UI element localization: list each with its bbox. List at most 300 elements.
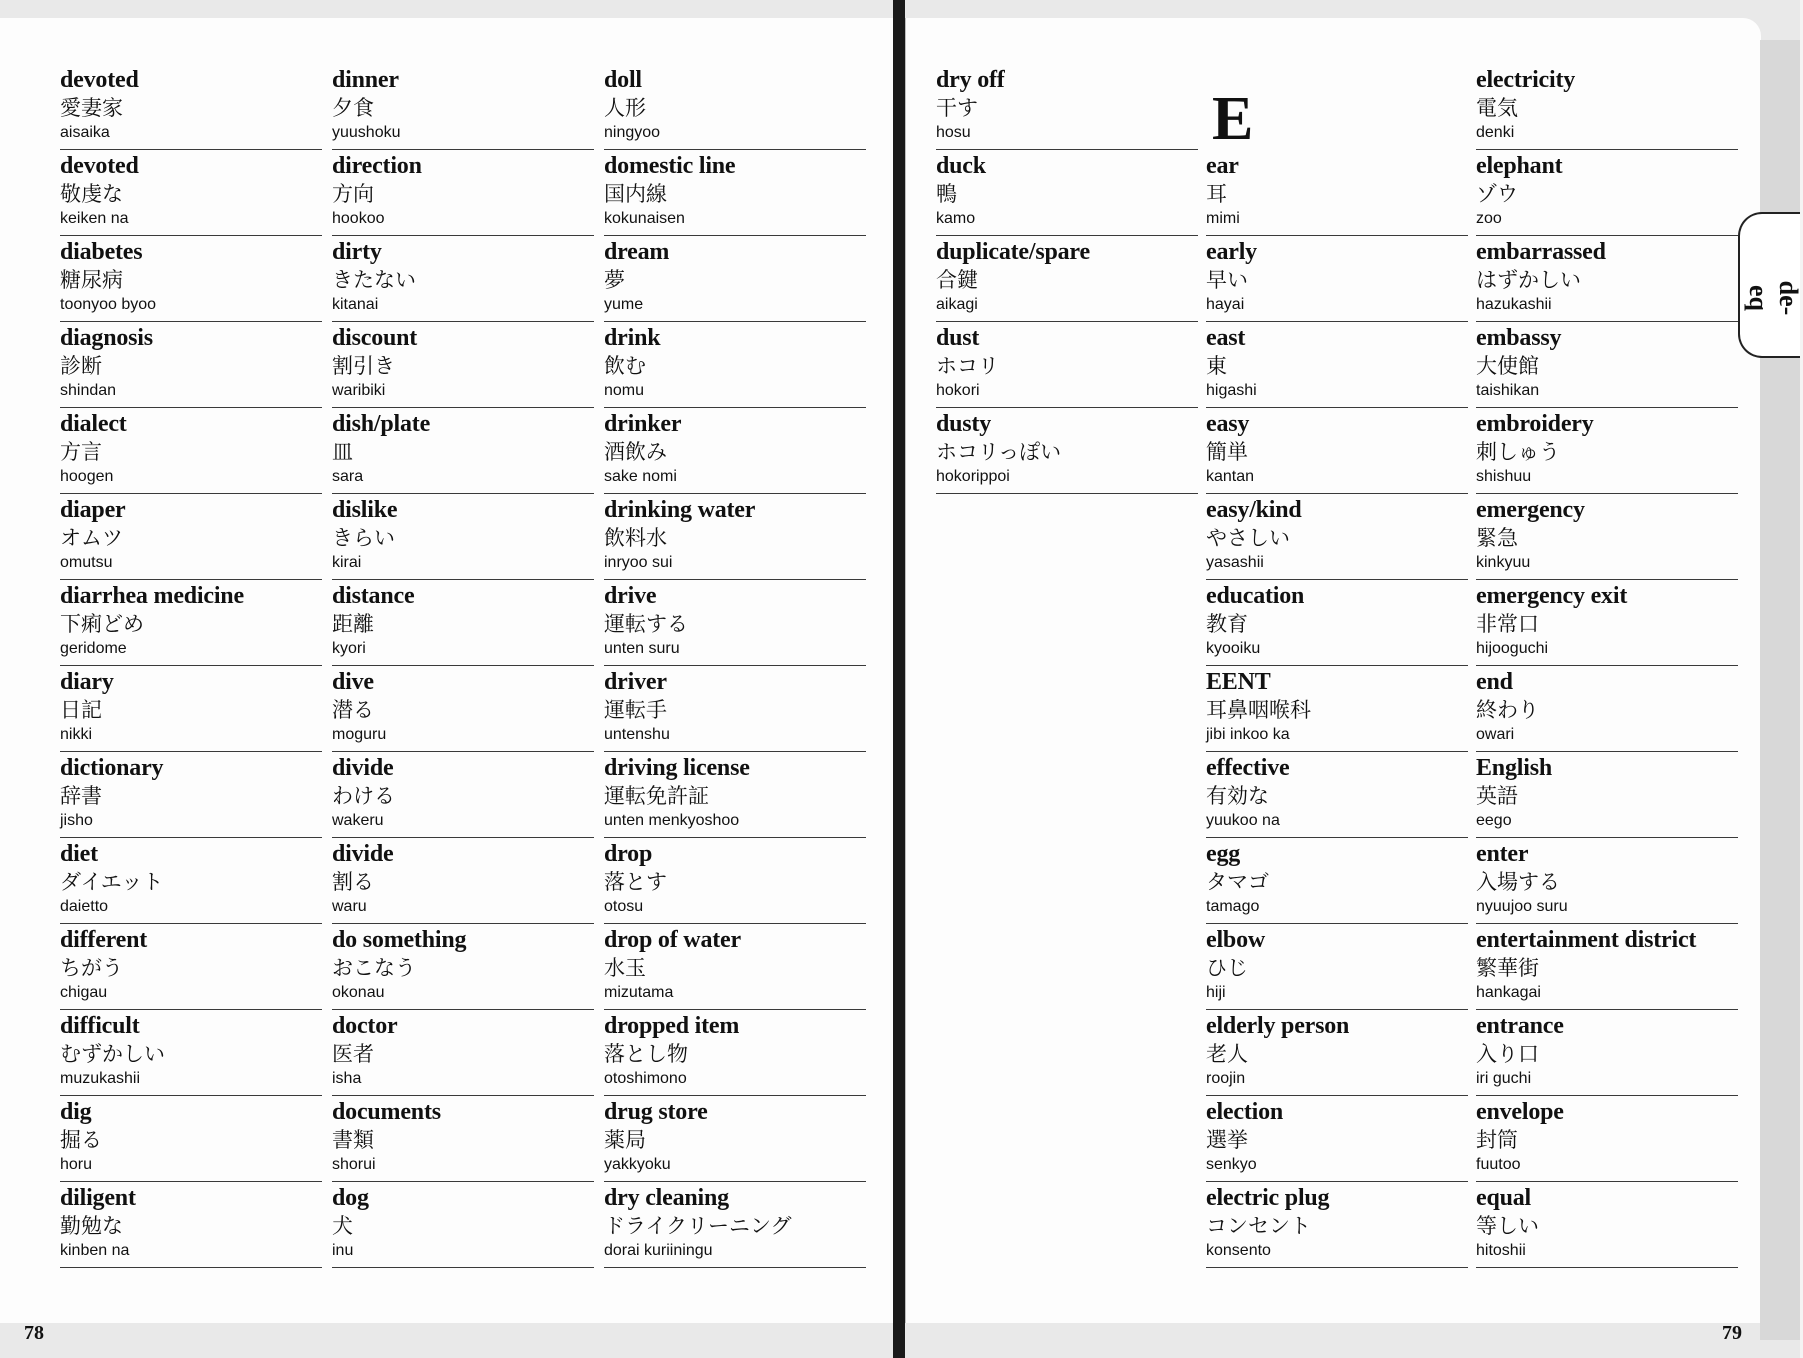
japanese-word: ホコリっぽい <box>936 440 1062 464</box>
romaji-reading: waru <box>332 898 367 915</box>
romaji-reading: inu <box>332 1242 354 1259</box>
english-word: early <box>1206 239 1257 265</box>
japanese-word: 大使館 <box>1476 354 1539 378</box>
japanese-word: 飲む <box>604 354 646 378</box>
dictionary-entry <box>60 666 322 752</box>
japanese-word: 下痢どめ <box>60 612 144 636</box>
romaji-reading: otosu <box>604 898 644 915</box>
dictionary-entry <box>604 1010 866 1096</box>
japanese-word: おこなう <box>332 956 416 980</box>
english-word: dirty <box>332 239 382 265</box>
romaji-reading: moguru <box>332 726 387 743</box>
romaji-reading: keiken na <box>60 210 129 227</box>
dictionary-entry <box>1476 1010 1738 1096</box>
section-letter-block <box>1206 64 1468 153</box>
romaji-reading: denki <box>1476 124 1515 141</box>
dictionary-entry <box>1206 1096 1468 1182</box>
english-word: driving license <box>604 755 750 781</box>
romaji-reading: geridome <box>60 640 127 657</box>
dictionary-entry <box>332 1182 594 1268</box>
romaji-reading: kyori <box>332 640 366 657</box>
english-word: dislike <box>332 497 398 523</box>
dictionary-entry <box>1476 150 1738 236</box>
english-word: dialect <box>60 411 127 437</box>
dictionary-entry <box>604 236 866 322</box>
romaji-reading: eego <box>1476 812 1512 829</box>
dictionary-entry <box>936 64 1198 150</box>
romaji-reading: unten menkyoshoo <box>604 812 740 829</box>
dictionary-entry <box>604 752 866 838</box>
dictionary-entry <box>60 580 322 666</box>
english-word: egg <box>1206 841 1241 867</box>
english-word: embarrassed <box>1476 239 1606 265</box>
dictionary-entry <box>604 580 866 666</box>
romaji-reading: aikagi <box>936 296 978 313</box>
romaji-reading: hokorippoi <box>936 468 1010 485</box>
romaji-reading: kantan <box>1206 468 1255 485</box>
japanese-word: 割引き <box>332 354 395 378</box>
japanese-word: タマゴ <box>1206 870 1269 894</box>
dictionary-entry <box>332 752 594 838</box>
japanese-word: 水玉 <box>604 956 646 980</box>
japanese-word: きたない <box>332 268 416 292</box>
english-word: dish/plate <box>332 411 431 437</box>
english-word: emergency <box>1476 497 1585 523</box>
romaji-reading: taishikan <box>1476 382 1540 399</box>
romaji-reading: hookoo <box>332 210 385 227</box>
romaji-reading: ningyoo <box>604 124 661 141</box>
english-word: equal <box>1476 1185 1532 1211</box>
romaji-reading: horu <box>60 1156 93 1173</box>
japanese-word: 英語 <box>1476 784 1518 808</box>
dictionary-entry <box>1476 666 1738 752</box>
romaji-reading: muzukashii <box>60 1070 141 1087</box>
japanese-word: 東 <box>1206 354 1227 378</box>
dictionary-entry <box>332 666 594 752</box>
right-column-1 <box>936 64 1198 494</box>
romaji-reading: hazukashii <box>1476 296 1552 313</box>
english-word: embassy <box>1476 325 1562 351</box>
english-word: diarrhea medicine <box>60 583 244 609</box>
romaji-reading: sara <box>332 468 364 485</box>
japanese-word: 医者 <box>332 1042 374 1066</box>
dictionary-entry <box>604 150 866 236</box>
japanese-word: 簡単 <box>1206 440 1248 464</box>
dictionary-entry <box>332 322 594 408</box>
english-word: English <box>1476 755 1552 781</box>
dictionary-entry <box>604 64 866 150</box>
english-word: entrance <box>1476 1013 1564 1039</box>
romaji-reading: hitoshii <box>1476 1242 1526 1259</box>
romaji-reading: mizutama <box>604 984 674 1001</box>
dictionary-entry <box>936 150 1198 236</box>
japanese-word: 終わり <box>1476 698 1539 722</box>
romaji-reading: omutsu <box>60 554 113 571</box>
english-word: effective <box>1206 755 1290 781</box>
section-letter: E <box>1212 85 1254 153</box>
english-word: doll <box>604 67 642 93</box>
dictionary-entry <box>1476 322 1738 408</box>
english-word: dinner <box>332 67 399 93</box>
english-word: dictionary <box>60 755 164 781</box>
dictionary-entry <box>332 924 594 1010</box>
english-word: drive <box>604 583 657 609</box>
romaji-reading: otoshimono <box>604 1070 687 1087</box>
romaji-reading: okonau <box>332 984 385 1001</box>
japanese-word: むずかしい <box>60 1042 165 1066</box>
japanese-word: 等しい <box>1476 1214 1539 1238</box>
romaji-reading: hokori <box>936 382 980 399</box>
english-word: easy/kind <box>1206 497 1302 523</box>
japanese-word: はずかしい <box>1476 268 1581 292</box>
english-word: dream <box>604 239 670 265</box>
romaji-reading: hoogen <box>60 468 114 485</box>
english-word: divide <box>332 755 394 781</box>
english-word: do something <box>332 927 467 953</box>
romaji-reading: hijooguchi <box>1476 640 1549 657</box>
dictionary-entry <box>332 838 594 924</box>
dictionary-entry <box>60 64 322 150</box>
romaji-reading: hankagai <box>1476 984 1541 1001</box>
japanese-word: 国内線 <box>604 182 667 206</box>
english-word: discount <box>332 325 418 351</box>
japanese-word: 日記 <box>60 698 102 722</box>
english-word: electricity <box>1476 67 1576 93</box>
dictionary-entry <box>1206 752 1468 838</box>
english-word: different <box>60 927 148 953</box>
japanese-word: 有効な <box>1206 784 1269 808</box>
japanese-word: 合鍵 <box>936 268 978 292</box>
japanese-word: ちがう <box>60 956 123 980</box>
english-word: drop <box>604 841 653 867</box>
dictionary-entry <box>936 322 1198 408</box>
dictionary-entry <box>332 150 594 236</box>
japanese-word: 干す <box>936 96 978 120</box>
romaji-reading: yasashii <box>1206 554 1264 571</box>
romaji-reading: aisaika <box>60 124 110 141</box>
dictionary-entry <box>604 1182 866 1268</box>
japanese-word: 夕食 <box>332 96 374 120</box>
romaji-reading: wakeru <box>332 812 384 829</box>
romaji-reading: shorui <box>332 1156 376 1173</box>
page-number-left: 78 <box>24 1322 44 1344</box>
right-column-2 <box>1206 64 1468 1268</box>
japanese-word: 落とす <box>604 870 667 894</box>
romaji-reading: untenshu <box>604 726 670 743</box>
romaji-reading: unten suru <box>604 640 680 657</box>
dictionary-entry <box>1206 1010 1468 1096</box>
dictionary-entry <box>1206 494 1468 580</box>
romaji-reading: nyuujoo suru <box>1476 898 1568 915</box>
dictionary-entry <box>60 924 322 1010</box>
dictionary-entry <box>60 322 322 408</box>
dictionary-entry <box>60 838 322 924</box>
romaji-reading: tamago <box>1206 898 1260 915</box>
english-word: divide <box>332 841 394 867</box>
dictionary-entry <box>1206 838 1468 924</box>
english-word: elephant <box>1476 153 1563 179</box>
japanese-word: ホコリ <box>936 354 999 378</box>
english-word: drinking water <box>604 497 756 523</box>
dictionary-entry <box>1206 1182 1468 1268</box>
dictionary-entry <box>60 1182 322 1268</box>
dictionary-entry <box>604 838 866 924</box>
dictionary-entry <box>332 236 594 322</box>
english-word: duck <box>936 153 986 179</box>
english-word: electric plug <box>1206 1185 1330 1211</box>
english-word: dropped item <box>604 1013 740 1039</box>
japanese-word: オムツ <box>60 526 123 550</box>
dictionary-entry <box>1476 580 1738 666</box>
dictionary-entry <box>1476 236 1738 322</box>
english-word: entertainment district <box>1476 927 1697 953</box>
dictionary-entry <box>1476 924 1738 1010</box>
english-word: envelope <box>1476 1099 1564 1125</box>
english-word: devoted <box>60 153 139 179</box>
english-word: distance <box>332 583 415 609</box>
japanese-word: 封筒 <box>1476 1128 1518 1152</box>
romaji-reading: konsento <box>1206 1242 1271 1259</box>
japanese-word: ひじ <box>1206 956 1248 980</box>
dictionary-entry <box>1206 150 1468 236</box>
romaji-reading: kyooiku <box>1206 640 1261 657</box>
left-column-1 <box>60 64 322 1268</box>
english-word: diet <box>60 841 98 867</box>
japanese-word: 糖尿病 <box>60 268 123 292</box>
dictionary-entry <box>1476 494 1738 580</box>
romaji-reading: dorai kuriiningu <box>604 1242 713 1259</box>
english-word: EENT <box>1206 669 1271 695</box>
english-word: dry off <box>936 67 1005 93</box>
dictionary-entry <box>1206 236 1468 322</box>
japanese-word: 鴨 <box>936 182 957 206</box>
japanese-word: 掘る <box>60 1128 102 1152</box>
english-word: election <box>1206 1099 1284 1125</box>
english-word: drinker <box>604 411 682 437</box>
dictionary-entry <box>332 408 594 494</box>
japanese-word: 薬局 <box>604 1128 646 1152</box>
japanese-word: 犬 <box>332 1214 353 1238</box>
english-word: diabetes <box>60 239 143 265</box>
english-word: emergency exit <box>1476 583 1628 609</box>
dictionary-entry <box>1476 1182 1738 1268</box>
romaji-reading: chigau <box>60 984 108 1001</box>
japanese-word: 早い <box>1206 268 1248 292</box>
left-column-3 <box>604 64 866 1268</box>
dictionary-entry <box>332 494 594 580</box>
romaji-reading: zoo <box>1476 210 1502 227</box>
japanese-word: 刺しゅう <box>1476 440 1560 464</box>
japanese-word: 勤勉な <box>60 1214 123 1238</box>
japanese-word: 運転手 <box>604 698 667 722</box>
japanese-word: 飲料水 <box>604 526 667 550</box>
dictionary-entry <box>936 408 1198 494</box>
dictionary-entry <box>604 322 866 408</box>
dictionary-entry <box>1206 580 1468 666</box>
japanese-word: 教育 <box>1206 612 1248 636</box>
japanese-word: 電気 <box>1476 96 1518 120</box>
japanese-word: 愛妻家 <box>60 96 123 120</box>
romaji-reading: owari <box>1476 726 1515 743</box>
japanese-word: 緊急 <box>1476 526 1518 550</box>
romaji-reading: kokunaisen <box>604 210 685 227</box>
japanese-word: 皿 <box>332 440 353 464</box>
japanese-word: きらい <box>332 526 395 550</box>
english-word: dust <box>936 325 980 351</box>
japanese-word: 辞書 <box>60 784 102 808</box>
dictionary-entry <box>60 752 322 838</box>
dictionary-entry <box>1206 322 1468 408</box>
romaji-reading: hayai <box>1206 296 1245 313</box>
japanese-word: 入り口 <box>1476 1042 1539 1066</box>
romaji-reading: jisho <box>60 812 93 829</box>
romaji-reading: mimi <box>1206 210 1240 227</box>
english-word: elbow <box>1206 927 1266 953</box>
english-word: direction <box>332 153 422 179</box>
english-word: documents <box>332 1099 441 1125</box>
right-column-3 <box>1476 64 1738 1268</box>
japanese-word: 非常口 <box>1476 612 1539 636</box>
english-word: diligent <box>60 1185 136 1211</box>
dictionary-entry <box>1206 666 1468 752</box>
dictionary-entry <box>60 1010 322 1096</box>
dictionary-entry <box>604 924 866 1010</box>
romaji-reading: daietto <box>60 898 109 915</box>
dictionary-entry <box>1476 408 1738 494</box>
english-word: embroidery <box>1476 411 1594 437</box>
dictionary-entry <box>1476 752 1738 838</box>
japanese-word: コンセント <box>1206 1214 1311 1238</box>
japanese-word: 耳 <box>1206 182 1227 206</box>
romaji-reading: kamo <box>936 210 976 227</box>
dictionary-entry <box>604 494 866 580</box>
english-word: dog <box>332 1185 369 1211</box>
dictionary-entry <box>332 1010 594 1096</box>
romaji-reading: yuukoo na <box>1206 812 1280 829</box>
english-word: duplicate/spare <box>936 239 1090 265</box>
japanese-word: 老人 <box>1206 1042 1248 1066</box>
dictionary-entry <box>60 236 322 322</box>
dictionary-entry <box>1206 924 1468 1010</box>
dictionary-entry <box>604 408 866 494</box>
english-word: domestic line <box>604 153 736 179</box>
romaji-reading: kinben na <box>60 1242 130 1259</box>
japanese-word: わける <box>332 784 395 808</box>
dictionary-entry <box>60 494 322 580</box>
dictionary-entry <box>332 1096 594 1182</box>
romaji-reading: waribiki <box>332 382 386 399</box>
dictionary-entry <box>1206 408 1468 494</box>
dictionary-entry <box>604 1096 866 1182</box>
english-word: devoted <box>60 67 139 93</box>
dictionary-entry <box>60 150 322 236</box>
english-word: dry cleaning <box>604 1185 729 1211</box>
dictionary-entry <box>1476 1096 1738 1182</box>
romaji-reading: hosu <box>936 124 971 141</box>
page-number-right: 79 <box>1722 1322 1742 1344</box>
japanese-word: 入場する <box>1476 870 1560 894</box>
thumb-index-tab <box>1738 212 1803 358</box>
romaji-reading: shindan <box>60 382 117 399</box>
romaji-reading: hiji <box>1206 984 1226 1001</box>
japanese-word: 人形 <box>604 96 646 120</box>
japanese-word: 割る <box>332 870 374 894</box>
english-word: east <box>1206 325 1246 351</box>
japanese-word: 選挙 <box>1206 1128 1248 1152</box>
english-word: end <box>1476 669 1513 695</box>
dictionary-entry <box>332 64 594 150</box>
japanese-word: 運転する <box>604 612 688 636</box>
japanese-word: 敬虔な <box>60 182 123 206</box>
english-word: doctor <box>332 1013 398 1039</box>
romaji-reading: jibi inkoo ka <box>1206 726 1290 743</box>
romaji-reading: yume <box>604 296 644 313</box>
romaji-reading: inryoo sui <box>604 554 673 571</box>
dictionary-entry <box>1476 838 1738 924</box>
romaji-reading: yakkyoku <box>604 1156 671 1173</box>
english-word: education <box>1206 583 1305 609</box>
japanese-word: ダイエット <box>60 870 164 894</box>
japanese-word: 方言 <box>60 440 102 464</box>
japanese-word: 耳鼻咽喉科 <box>1206 698 1311 722</box>
japanese-word: 酒飲み <box>604 440 667 464</box>
romaji-reading: yuushoku <box>332 124 401 141</box>
dictionary-entry <box>1476 64 1738 150</box>
english-word: drink <box>604 325 661 351</box>
japanese-word: 潜る <box>332 698 374 722</box>
japanese-word: 落とし物 <box>604 1042 688 1066</box>
english-word: driver <box>604 669 667 695</box>
english-word: dusty <box>936 411 992 437</box>
japanese-word: 距離 <box>332 612 374 636</box>
romaji-reading: kinkyuu <box>1476 554 1531 571</box>
romaji-reading: fuutoo <box>1476 1156 1521 1173</box>
english-word: drop of water <box>604 927 741 953</box>
japanese-word: 夢 <box>604 268 625 292</box>
romaji-reading: higashi <box>1206 382 1257 399</box>
dictionary-entry <box>604 666 866 752</box>
dictionary-entry <box>332 580 594 666</box>
romaji-reading: shishuu <box>1476 468 1532 485</box>
japanese-word: ゾウ <box>1476 182 1518 206</box>
dictionary-entry <box>60 1096 322 1182</box>
japanese-word: 診断 <box>60 354 102 378</box>
japanese-word: やさしい <box>1206 526 1290 550</box>
romaji-reading: kirai <box>332 554 362 571</box>
romaji-reading: nomu <box>604 382 645 399</box>
japanese-word: 繁華街 <box>1476 956 1539 980</box>
english-word: drug store <box>604 1099 708 1125</box>
romaji-reading: kitanai <box>332 296 379 313</box>
english-word: elderly person <box>1206 1013 1350 1039</box>
thumb-index-label: de-eq <box>1744 280 1803 316</box>
romaji-reading: sake nomi <box>604 468 677 485</box>
dictionary-entry <box>60 408 322 494</box>
english-word: enter <box>1476 841 1529 867</box>
romaji-reading: isha <box>332 1070 362 1087</box>
left-column-2 <box>332 64 594 1268</box>
english-word: dive <box>332 669 374 695</box>
japanese-word: 書類 <box>332 1128 374 1152</box>
english-word: diaper <box>60 497 126 523</box>
romaji-reading: toonyoo byoo <box>60 296 157 313</box>
japanese-word: 方向 <box>332 182 374 206</box>
english-word: diagnosis <box>60 325 153 351</box>
dictionary-entry <box>936 236 1198 322</box>
english-word: dig <box>60 1099 92 1125</box>
romaji-reading: senkyo <box>1206 1156 1257 1173</box>
romaji-reading: nikki <box>60 726 93 743</box>
